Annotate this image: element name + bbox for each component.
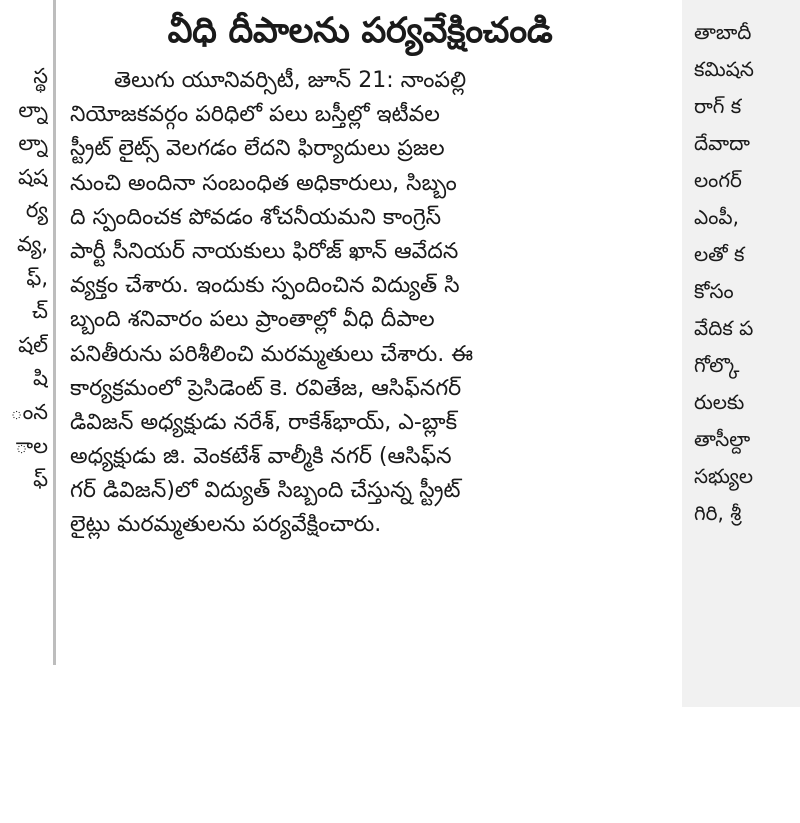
- article-headline: వీధి దీపాలను పర్యవేక్షించండి: [167, 11, 553, 51]
- article-line: కార్యక్రమంలో ప్రెసిడెంట్ కె. రవితేజ, ఆసిఫ్‌నగర్: [70, 375, 462, 401]
- article-line: పార్టీ సీనియర్ నాయకులు ఫిరోజ్ ఖాన్ ఆవేదన: [70, 238, 459, 264]
- article-line: అధ్యక్షుడు జి. వెంకటేశ్ వాల్మీకి నగర్ (ఆసిఫ్‌న: [70, 444, 452, 470]
- article-line: తెలుగు యూనివర్సిటీ, జూన్ 21: నాంపల్లి: [114, 68, 467, 93]
- left-fragment-line: ఫ్,: [26, 265, 48, 290]
- right-fragment-line: వేదిక ప: [694, 316, 754, 340]
- left-fragment-line: చ్: [32, 299, 48, 324]
- article-line: స్ట్రీట్ లైట్స్ వెలగడం లేదని ఫిర్యాదులు ప్రజల: [70, 136, 445, 162]
- right-article-fragment: [694, 14, 800, 532]
- left-fragment-line: వ్య,: [17, 231, 48, 256]
- article-line: గర్ డివిజన్)లో విద్యుత్ సిబ్బంది చేస్తున్న స్ట్రీట్: [70, 478, 461, 504]
- left-fragment-line: ఫ్: [33, 467, 48, 492]
- right-fragment-line: ఎంపీ,: [694, 205, 739, 229]
- right-fragment-line: కోసం: [694, 279, 734, 303]
- article-line: లైట్లు మరమ్మతులను పర్యవేక్షించారు.: [70, 512, 382, 538]
- left-fragment-line: షి: [33, 366, 48, 391]
- left-fragment-line: స్థ: [33, 64, 48, 88]
- left-fragment-line: షష: [18, 164, 48, 189]
- article-line: బ్బంది శనివారం పలు ప్రాంతాల్లో వీధి దీపాల: [70, 307, 435, 333]
- column-divider: [53, 0, 56, 665]
- right-fragment-line: గిరి, శ్రీ: [694, 501, 742, 525]
- right-fragment-line: రాగ్ క: [694, 94, 742, 118]
- right-fragment-line: రులకు: [694, 390, 745, 414]
- article-line: నుంచి అందినా సంబంధిత అధికారులు, సిబ్బం: [70, 170, 457, 196]
- article-line: పనితీరును పరిశీలించి మరమ్మతులు చేశారు. ఈ: [70, 341, 474, 367]
- left-fragment-line: ల్నా: [18, 97, 48, 122]
- left-fragment-line: ర్య: [25, 198, 48, 223]
- article-line: నియోజకవర్గం పరిధిలో పలు బస్తీల్లో ఇటీవల: [70, 102, 440, 128]
- right-fragment-line: లంగర్: [694, 168, 742, 192]
- right-fragment-line: తాసీల్దా: [694, 427, 751, 451]
- article-line: డివిజన్ అధ్యక్షుడు నరేశ్, రాకేశ్‌భాయ్, ఎ-బ్లాక్: [70, 409, 458, 435]
- right-fragment-line: గోల్కొ: [694, 353, 740, 377]
- article-body: [70, 64, 650, 543]
- article-line: వ్యక్తం చేశారు. ఇందుకు స్పందించిన విద్యుత్ సి: [70, 273, 460, 299]
- news-article: [70, 0, 650, 543]
- left-fragment-line: ాల: [15, 433, 48, 458]
- right-fragment-line: కమిషన: [694, 57, 754, 81]
- right-fragment-line: సభ్యుల: [694, 464, 754, 488]
- left-fragment-line: ంన: [10, 399, 48, 424]
- right-fragment-line: తాబాదీ: [694, 20, 752, 44]
- left-fragment-line: షల్: [18, 332, 48, 357]
- left-article-fragment: [0, 60, 48, 497]
- right-fragment-line: లతో క: [694, 242, 745, 266]
- left-fragment-line: ల్నా: [18, 131, 48, 156]
- right-fragment-line: దేవాదా: [694, 131, 750, 155]
- article-line: ది స్పందించక పోవడం శోచనీయమని కాంగ్రెస్: [70, 204, 442, 230]
